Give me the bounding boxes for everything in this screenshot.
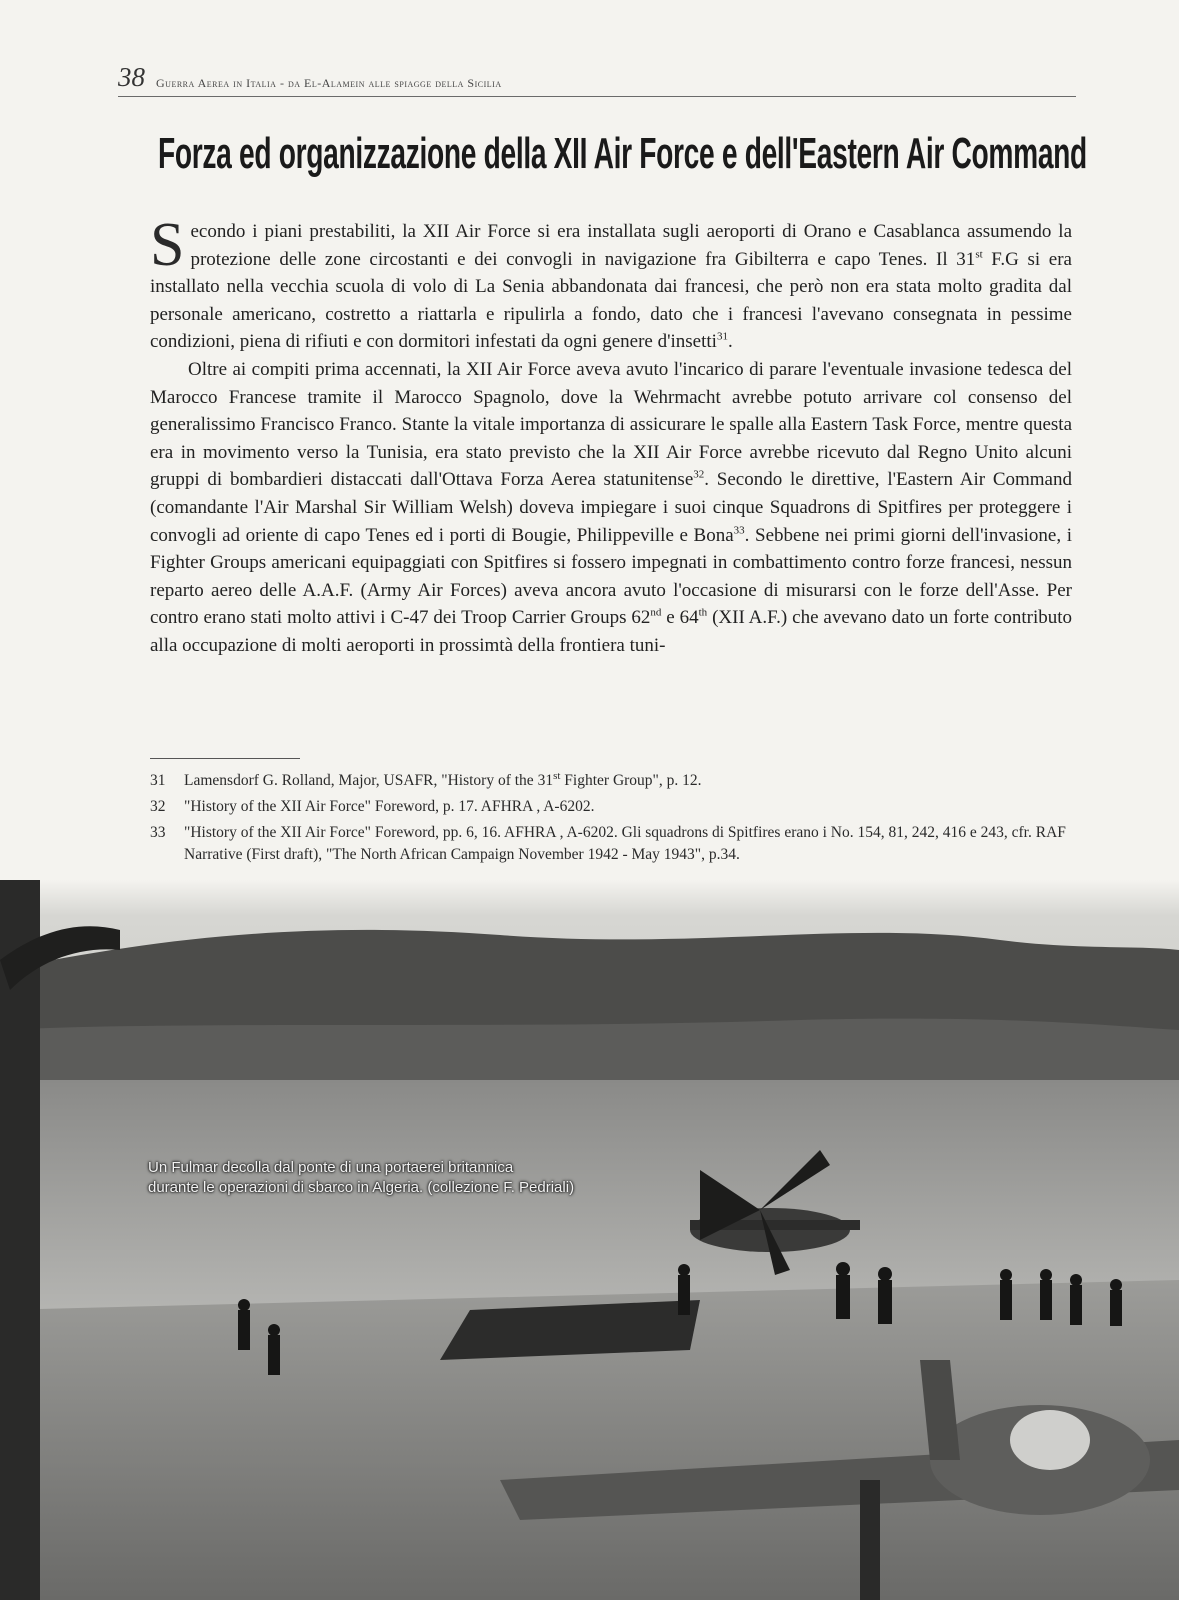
footnote-text: Fighter Group", p. 12. bbox=[560, 772, 702, 789]
text-run: . Sebbene nei primi giorni dell'invasione, i Fighter Groups americani equipaggiati con Spitfires si fossero impegnati in combattimento contro forze francesi, nessun reparto aereo delle A.A.F. (Army Air Forces) aveva ancora avuto l'occasione di misurarsi con le forze dell'Asse. Per contro erano stati molto attivi i C-47 dei Troop Carrier Groups 62 bbox=[150, 524, 1072, 629]
body-text bbox=[150, 211, 1073, 660]
caption-line: durante le operazioni di sbarco in Algeria. (collezione F. Pedriali) bbox=[148, 1179, 575, 1196]
footnote bbox=[150, 770, 1072, 792]
running-title: Guerra Aerea in Italia - da El-Alamein alle spiagge della Sicilia bbox=[156, 76, 502, 90]
ordinal-suffix: st bbox=[553, 769, 561, 782]
footnote-number: 33 bbox=[150, 824, 166, 841]
text-run: F.G si era installato nella vecchia scuola di volo di La Senia abbandonata dai francesi, che però non era stata molto gradita dal personale americano, costretto a riattarla e ripulirla a fondo, dato che i francesi l'avevano consegnata in pessime condizioni, piena di rifiuti e con dormitori infestati da ogni genere d'insetti bbox=[150, 248, 1072, 353]
text-run: (XII A.F.) che avevano dato un forte contributo alla occupazione di molti aeroporti in prossimtà della frontiera tuni- bbox=[150, 607, 1073, 656]
footnote-text: "History of the XII Air Force" Foreword, p. 17. AFHRA , A-6202. bbox=[184, 798, 595, 815]
text-run: e 64 bbox=[661, 607, 699, 629]
page-number: 38 bbox=[118, 62, 145, 92]
shoreline bbox=[0, 1019, 1179, 1090]
aircraft-carrier-photo bbox=[0, 880, 1179, 1600]
footnote-ref: 32 bbox=[693, 469, 705, 482]
footnote-ref: 33 bbox=[733, 524, 745, 537]
footnote-ref: 31 bbox=[716, 331, 728, 344]
chapter-title: Forza ed organizzazione della XII Air Force e dell'Eastern Air Command bbox=[158, 129, 1087, 178]
footnote-number: 32 bbox=[150, 798, 166, 815]
footnote bbox=[150, 796, 1072, 818]
footnote-text: "History of the XII Air Force" Foreword, pp. 6, 16. AFHRA , A-6202. Gli squadrons di Spitfires erano i No. 154, 81, 242, 416 e 243, cfr. RAF Narrative (First draft), "The North African Campaign November 1942 - May 1943", p.34. bbox=[184, 824, 1066, 863]
ordinal-suffix: st bbox=[975, 248, 983, 261]
caption-line: Un Fulmar decolla dal ponte di una portaerei britannica bbox=[148, 1159, 514, 1176]
photo-caption bbox=[148, 1158, 608, 1198]
drop-cap: S bbox=[150, 211, 185, 279]
footnote bbox=[150, 822, 1072, 866]
running-header bbox=[118, 62, 1076, 97]
footnote-text: Lamensdorf G. Rolland, Major, USAFR, "History of the 31 bbox=[184, 772, 554, 789]
paragraph-2 bbox=[150, 356, 1072, 660]
ordinal-suffix: th bbox=[698, 606, 708, 619]
island-structure bbox=[0, 880, 40, 1600]
footnotes bbox=[150, 770, 1072, 870]
text-run: Oltre ai compiti prima accennati, la XII Air Force aveva avuto l'incarico di parare l'eventuale invasione tedesca del Marocco Francese tramite il Marocco Spagnolo, dove la Wehrmacht avrebbe potuto arrivare col consenso del generalissimo Francisco Franco. Stante la vitale importanza di assicurare le spalle alla Eastern Task Force, mentre questa era in movimento verso la Tunisia, era stato previsto che la XII Air Force avrebbe ricevuto dal Regno Unito alcuni gruppi di bombardieri distaccati dall'Ottava Forza Aerea statunitense bbox=[150, 358, 1072, 491]
paragraph-1 bbox=[150, 211, 1072, 356]
photo-illustration bbox=[0, 880, 1179, 1600]
ordinal-suffix: nd bbox=[650, 606, 662, 619]
footnote-number: 31 bbox=[150, 772, 166, 789]
footnote-divider bbox=[150, 758, 300, 759]
text-run: . bbox=[727, 331, 733, 353]
text-run: econdo i piani prestabiliti, la XII Air Force si era installata sugli aeroporti di Orano e Casablanca assumendo la protezione delle zone circostanti e dei convogli in navigazione fra Gibilterra e capo Tenes. Il 31 bbox=[190, 221, 1072, 270]
text-run: . Secondo le direttive, l'Eastern Air Command (comandante l'Air Marshal Sir William Welsh) doveva impiegare i suoi cinque Squadrons di Spitfires per proteggere i convogli ad oriente di capo Tenes ed i porti di Bougie, Philippeville e Bona bbox=[150, 469, 1072, 546]
